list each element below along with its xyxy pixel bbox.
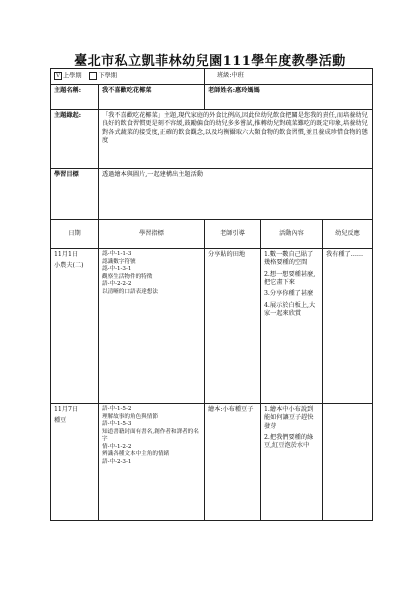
header-date: 日期 xyxy=(51,220,99,249)
indicator-item: 語-中-1-5-3 xyxy=(102,421,132,428)
goal-row xyxy=(51,169,373,220)
header-indicator: 學習指標 xyxy=(99,220,205,249)
theme-row xyxy=(51,85,373,110)
origin-row xyxy=(51,110,373,169)
indicator-item: 觀察生活物件的特徵 xyxy=(102,273,153,280)
row2-date-sub: 種豆 xyxy=(54,417,67,425)
second-semester-label: 下學期 xyxy=(98,72,117,80)
indicator-item: 認-中-1-3-1 xyxy=(102,266,132,273)
row2-content xyxy=(261,404,323,521)
teacher-label: 老師姓名: xyxy=(208,87,236,94)
goal-text: 透過繪本與圖片,一起建構出主題活動 xyxy=(99,169,373,220)
teacher-cell xyxy=(205,85,373,110)
header-feedback: 幼兒反應 xyxy=(323,220,373,249)
row2-date: 11月7日 xyxy=(54,406,79,413)
first-semester-checkbox[interactable]: V xyxy=(54,72,62,80)
activity-row xyxy=(51,249,373,404)
row2-indicators xyxy=(99,404,205,521)
indicator-item: 知道書籍封面有書名,創作者和譯者的名字 xyxy=(102,428,199,443)
lesson-plan-table xyxy=(50,68,373,521)
origin-text: 「我不喜歡吃花椰菜」主題,現代家庭的外食比例高,因此位幼兒飲食把關是您我的責任,而培養幼兒良好的飲食習慣更是刻不容緩,鼓勵偏食的幼兒多多嘗試,推轉幼兒對疏菜難吃的既定印象,培養幼兒對各式蔬菜的接受度,正確的飲食觀念,以及均衡攝取六大類食物的飲食習慣,並且養成珍惜食物的態度 xyxy=(99,110,373,169)
indicator-item: 情-中-1-2-2 xyxy=(102,443,132,450)
indicator-item: 語-中-1-5-2 xyxy=(102,406,132,412)
content-item: 1.繪本中小布說到能如何讓豆子趕快發芽 xyxy=(264,406,314,430)
header-guide: 老師引導 xyxy=(205,220,261,249)
theme-label: 主題名稱: xyxy=(51,85,99,110)
semester-row xyxy=(51,69,373,85)
second-semester-checkbox[interactable] xyxy=(89,72,97,80)
indicator-item: 辨識各種文本中主角的情緒 xyxy=(102,451,170,458)
content-item: 4.展示於白板上,大家一起來欣賞 xyxy=(264,301,316,318)
theme-value: 我不喜歡吃花椰菜 xyxy=(99,85,205,110)
indicator-item: 認-中-1-1-3 xyxy=(102,251,132,257)
header-content: 活動內容 xyxy=(261,220,323,249)
row2-feedback xyxy=(323,404,373,521)
indicator-item: 以清晰的口語表達想法 xyxy=(102,288,158,295)
row1-indicators xyxy=(99,249,205,404)
indicator-item: 理解故事的角色與情節 xyxy=(102,413,158,420)
goal-label: 學習目標 xyxy=(51,169,99,220)
class-cell xyxy=(205,69,373,85)
page-title: 臺北市私立凱菲林幼兒園111學年度教學活動 xyxy=(74,54,346,69)
teacher-value: 惠玲媽媽 xyxy=(235,87,260,94)
row1-feedback: 我有種了…… xyxy=(323,249,373,404)
row1-content xyxy=(261,249,323,404)
row1-date-cell xyxy=(51,249,99,404)
row1-date: 11月1日 xyxy=(54,251,79,258)
content-item: 2.把我們要種的綠豆,紅豆泡於水中 xyxy=(264,434,314,450)
origin-label: 主題緣起: xyxy=(51,110,99,169)
first-semester-label: 上學期 xyxy=(63,72,82,80)
content-item: 1.數一數自己貼了幾格要種的空間 xyxy=(264,251,314,267)
indicator-item: 語-中-2-3-1 xyxy=(102,458,132,465)
content-item: 3.分享你種了甚麼 xyxy=(264,290,314,298)
row2-date-cell xyxy=(51,404,99,521)
header-row xyxy=(51,220,373,249)
row1-guide: 分享貼的田地 xyxy=(205,249,261,404)
indicator-item: 語-中-2-2-2 xyxy=(102,281,132,288)
class-label: 班級:中班 xyxy=(217,72,244,80)
row2-guide: 繪本:小布種豆子 xyxy=(205,404,261,521)
row1-date-sub: 小農夫(二) xyxy=(54,262,84,270)
indicator-item: 認識數字符號 xyxy=(102,258,136,265)
activity-row xyxy=(51,404,373,521)
semester-cell xyxy=(51,69,205,85)
content-item: 2.想一想要種甚麼,把它畫下來 xyxy=(264,270,316,287)
